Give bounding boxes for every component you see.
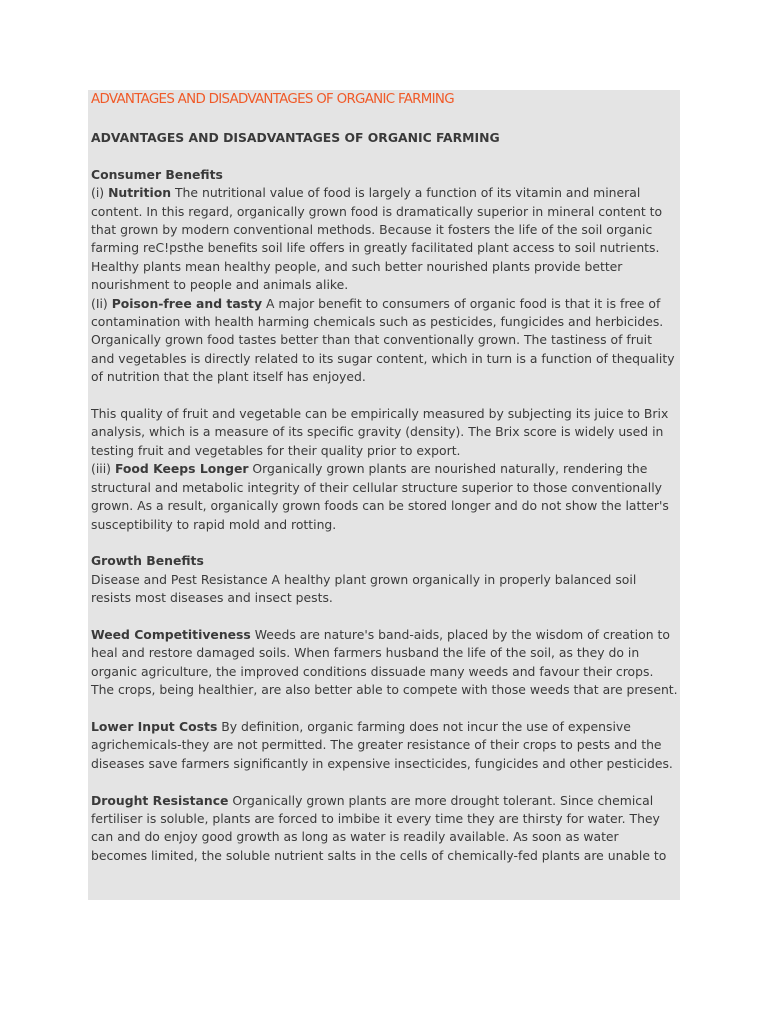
lower-input-costs-paragraph xyxy=(91,718,678,773)
nutrition-text: The nutritional value of food is largely a function of its vitamin and mineral content. In this regard, organically grown food is dramatically superior in mineral content to that grown by modern conventional methods. Because it fosters the life of the soil organic farming reC!psthe benefits soil life offers in greatly facilitated plant access to soil nutrients. Healthy plants mean healthy people, and such better nourished plants provide better nourishment to people and animals alike. xyxy=(91,185,663,293)
nutrition-paragraph xyxy=(91,184,678,294)
poison-free-prefix: (Ii) xyxy=(91,295,112,311)
weed-competitiveness-paragraph xyxy=(91,626,678,700)
lower-input-costs-term: Lower Input Costs xyxy=(91,718,218,734)
brix-paragraph: This quality of fruit and vegetable can be empirically measured by subjecting its juice to Brix analysis, which is a measure of its specific gravity (density). The Brix score is widely used in testing fruit and vegetables for their quality prior to export. xyxy=(91,406,669,458)
food-keeps-longer-term: Food Keeps Longer xyxy=(114,461,249,477)
poison-free-term: Poison-free and tasty xyxy=(111,295,263,311)
disease-resistance-paragraph: Disease and Pest Resistance A healthy plant grown organically in properly balanced soil resists most diseases and insect pests. xyxy=(91,571,637,606)
drought-resistance-text: Organically grown plants are more drought tolerant. Since chemical fertiliser is soluble, plants are forced to imbibe it every time they are thirsty for water. They can and do enjoy good growth as long as water is readily available. As soon as water becomes limited, the soluble nutrient salts in the cells of chemically-fed plants are unable to xyxy=(91,792,667,863)
food-keeps-longer-paragraph xyxy=(91,460,678,534)
weed-competitiveness-text: Weeds are nature's band-aids, placed by the wisdom of creation to heal and restore damaged soils. When farmers husband the life of the soil, as they do in organic agriculture, the improved conditions dissuade many weeds and favour their crops. The crops, being healthier, are also better able to compete with those weeds that are present. xyxy=(91,626,678,698)
drought-resistance-paragraph xyxy=(91,792,678,866)
nutrition-term: Nutrition xyxy=(108,185,172,201)
lower-input-costs-text: By definition, organic farming does not incur the use of expensive agrichemicals-they are not permitted. The greater resistance of their crops to pests and the diseases save farmers significantly in expensive insecticides, fungicides and other pesticides. xyxy=(91,718,673,771)
page-title: ADVANTAGES AND DISADVANTAGES OF ORGANIC FARMING xyxy=(91,92,454,107)
consumer-benefits-heading: Consumer Benefits xyxy=(91,166,223,182)
document-page xyxy=(88,90,680,900)
poison-free-paragraph xyxy=(91,295,678,387)
nutrition-prefix: (i) xyxy=(91,185,109,201)
food-keeps-longer-text: Organically grown plants are nourished naturally, rendering the structural and metabolic integrity of their cellular structure superior to those conventionally grown. As a result, organically grown foods can be stored longer and do not show the latter's susceptibility to rapid mold and rotting. xyxy=(91,461,669,532)
document-content xyxy=(88,90,680,865)
growth-benefits-heading: Growth Benefits xyxy=(91,553,204,569)
document-heading: ADVANTAGES AND DISADVANTAGES OF ORGANIC FARMING xyxy=(91,130,500,145)
drought-resistance-term: Drought Resistance xyxy=(91,792,229,808)
food-keeps-longer-prefix: (iii) xyxy=(91,461,115,477)
poison-free-text: A major benefit to consumers of organic food is that it is free of contamination with health harming chemicals such as pesticides, fungicides and herbicides. Organically grown food tastes better than that conventionally grown. The tastiness of fruit and vegetables is directly related to its sugar content, which in turn is a function of thequality of nutrition that the plant itself has enjoyed. xyxy=(91,295,675,385)
weed-competitiveness-term: Weed Competitiveness xyxy=(91,626,251,642)
